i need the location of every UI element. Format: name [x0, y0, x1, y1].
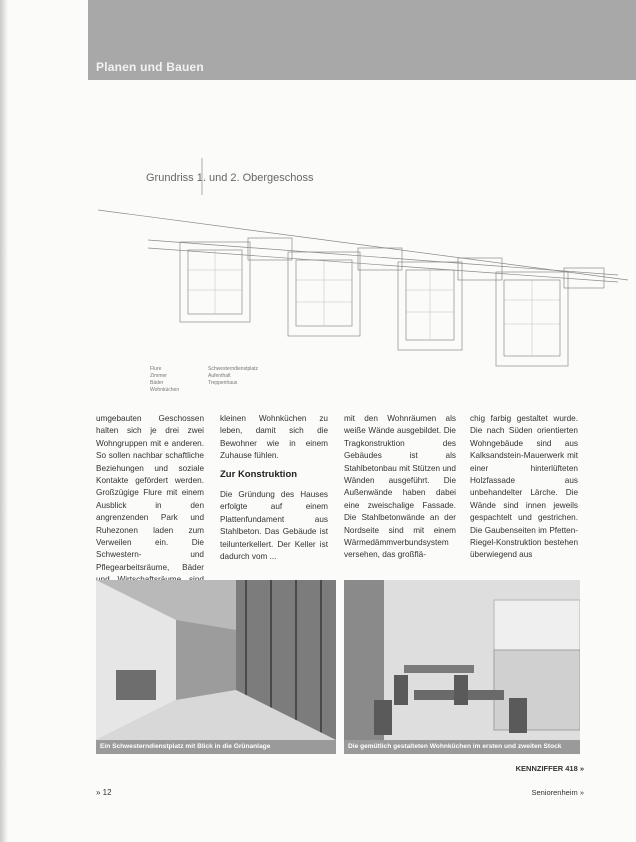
legend-item: Schwesterndienstplatz — [208, 366, 259, 372]
body-paragraph: mit den Wohnräumen als weiße Wände ausgebildet. Die Tragkonstruktion des Gebäudes ist als Stahlbetonbau mit Stützen und Wänden ausgeführt. Die Außenwände haben dabei eine zweischalige Fassade. Die Stahlbetonwände an der Nordseite sind mit einem Wärmedämmverbundsystem versehen, das großflä- — [344, 414, 456, 560]
plan-legend-left — [150, 366, 179, 394]
legend-item: Flure — [150, 366, 162, 372]
section-heading: Zur Konstruktion — [220, 468, 298, 480]
plan-connector-4 — [564, 268, 604, 288]
plan-legend-right — [208, 366, 258, 387]
photo-caption-left: Ein Schwesterndienstplatz mit Blick in die Grünanlage — [96, 740, 336, 754]
legend-item: Wohnküchen — [150, 387, 180, 393]
floor-plan-drawing — [88, 150, 636, 370]
legend-item: Zimmer — [150, 373, 167, 379]
legend-item: Aufenthalt — [208, 373, 231, 379]
section-label: Planen und Bauen — [96, 60, 204, 74]
plan-connector-3 — [458, 258, 502, 280]
body-paragraph: umgebauten Geschossen halten sich je drei zwei Wohngruppen mit e anderen. So sollen nachbar schaftliche Beziehungen und soziale Kontakte gefördert werden. Großzügige Flure mit einem Ausblick in den angrenzenden Park und Ruhezonen laden zum Verweilen ein. Die Schwestern- und Pflegearbeitsräume, Bäder — [96, 414, 204, 572]
photo-kitchen — [344, 580, 580, 740]
photo-corridor — [96, 580, 336, 740]
footer-reference-number: KENNZIFFER 418 » — [515, 764, 584, 773]
plan-connector-2 — [358, 248, 402, 270]
body-paragraph: chig farbig gestaltet wurde. Die nach Süden orientierten Wohngebäude sind aus Kalksandstein-Mauerwerk mit einer hinterlüfteten Holzfassade aus unbehandelter Lärche. Die Wände sind innen jeweils gespachtelt und gestrichen. Die Gaubenseiten im Pfetten-Riegel-Konstruktion bestehen überwiegend aus — [470, 414, 578, 560]
body-paragraph: kleinen Wohnküchen zu leben, damit sich die Bewohner wie in einem Zuhause fühlen. — [220, 414, 328, 461]
footer-right-label: Seniorenheim » — [531, 788, 584, 797]
page-gutter-shadow — [0, 0, 8, 842]
text-column-1 — [96, 413, 204, 599]
plan-corridor-line-2 — [148, 248, 618, 282]
legend-item: Bäder — [150, 380, 164, 386]
photo-caption-right: Die gemütlich gestalteten Wohnküchen im ersten und zweiten Stock — [344, 740, 580, 754]
text-column-4 — [470, 413, 578, 562]
body-paragraph: Die Gründung des Hauses erfolgte auf einem Plattenfundament aus Stahlbeton. Das Gebäude ist teilunterkellert. Der Keller ist dadurch vom ... — [220, 490, 328, 562]
page-number: » 12 — [96, 788, 112, 797]
text-column-2 — [220, 413, 328, 563]
floor-plan-title: Grundriss 1. und 2. Obergeschoss — [146, 172, 314, 184]
legend-item: Treppenhaus — [208, 380, 238, 386]
text-column-3 — [344, 413, 456, 562]
